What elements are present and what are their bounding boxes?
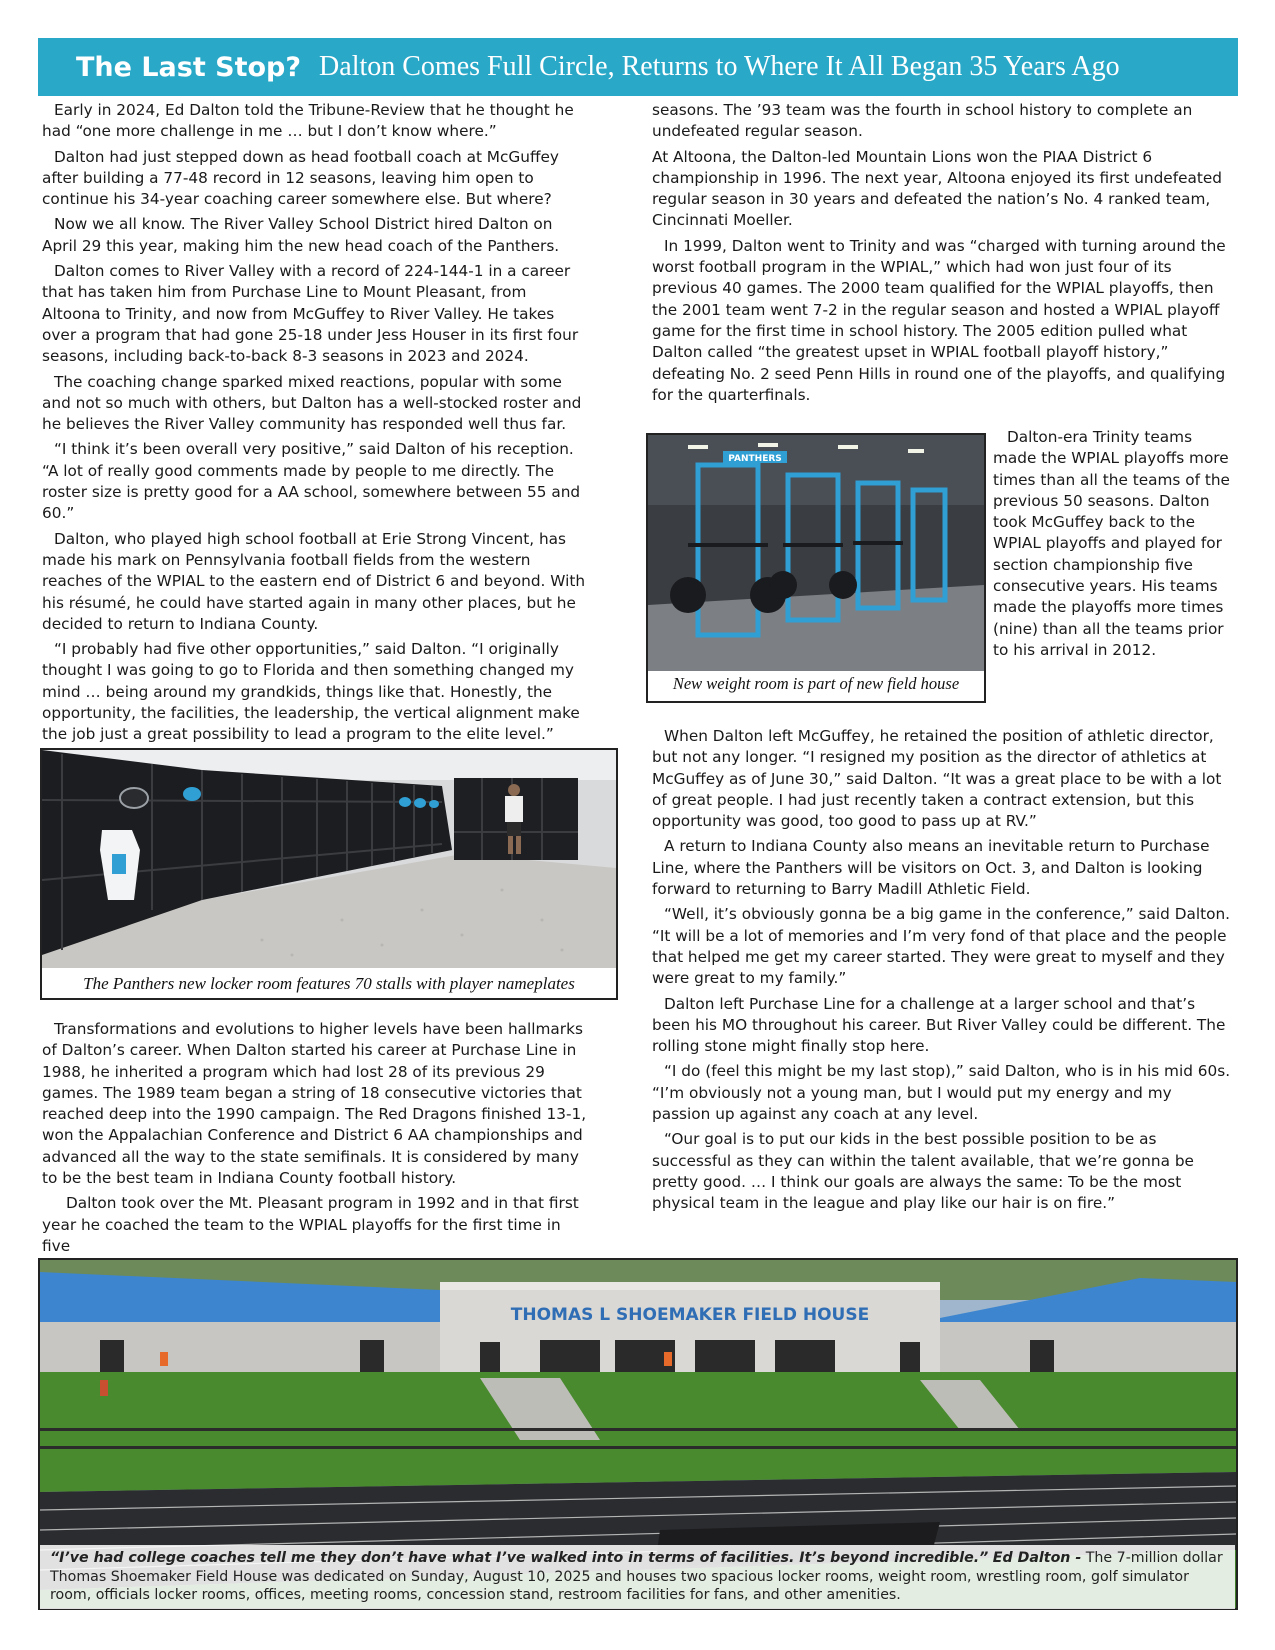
headline-banner (38, 38, 1238, 96)
facility-quote: “I’ve had college coaches tell me they don’t have what I’ve walked into in terms of facilities. It’s beyond incredible.” (50, 1550, 989, 1566)
weight-room-caption: New weight room is part of new field house (672, 674, 960, 693)
weight-room-wrap-text (993, 427, 1233, 661)
paragraph: Early in 2024, Ed Dalton told the Tribune-Review that he thought he had “one more challenge in me … but I don’t know where.” (42, 101, 574, 141)
right-column-bottom (652, 726, 1232, 1219)
paragraph: “I think it’s been overall very positive,” said Dalton of his reception. “A lot of really good comments made by people to me directly. The roster size is pretty good for a AA school, somewhere between 55 and 60.” (42, 440, 581, 523)
paragraph: “I do (feel this might be my last stop),” said Dalton, who is in his mid 60s. “I’m obviously not a young man, but I would put my energy and my passion up against any coach at any level. (652, 1062, 1231, 1124)
paragraph: At Altoona, the Dalton-led Mountain Lions won the PIAA District 6 championship in 1996. The next year, Altoona enjoyed its first undefeated regular season in 30 years and defeated the nation’s No. 4 ranked team, Cincinnati Moeller. (652, 147, 1223, 230)
paragraph: Now we all know. The River Valley School District hired Dalton on April 29 this year, making him the new head coach of the Panthers. (42, 215, 560, 255)
paragraph: In 1999, Dalton went to Trinity and was “charged with turning around the worst football program in the WPIAL,” which had won just four of its previous 40 games. The 2000 team qualified for the WPIAL playoffs, then the 2001 team went 7-2 in the regular season and hosted a WPIAL playoff game for the first time in school history. The 2005 edition pulled what Dalton called “the greatest upset in WPIAL football playoff history,” defeating No. 2 seed Penn Hills in round one of the playoffs, and qualifying for the quarterfinals. (652, 236, 1226, 404)
paragraph: “I probably had five other opportunities,” said Dalton. “I originally thought I was going to go to Florida and then something changed my mind … being around my grandkids, things like that. Honestly, the opportunity, the facilities, the leadership, the vertical alignment make the job just a great possibility to lead a program to the elite level.” (42, 640, 580, 744)
paragraph: A return to Indiana County also means an inevitable return to Purchase Line, where the Panthers will be visitors on Oct. 3, and Dalton is looking forward to returning to Barry Madill Athletic Field. (652, 837, 1210, 899)
paragraph: “Our goal is to put our kids in the best possible position to be as successful as they can within the talent available, that we’re gonna be pretty good. … I think our goals are always the same: To be the most physical team in the league and play like our hair is on fire.” (652, 1130, 1194, 1213)
headline-kicker: The Last Stop? (76, 51, 302, 83)
field-house-description: The 7-million dollar Thomas Shoemaker Field House was dedicated on Sunday, August 10, 2025 and houses two spacious locker rooms, weight room, wrestling room, golf simulator room, officials locker rooms, offices, meeting rooms, concession stand, restroom facilities for fans, and other amenities. (50, 1550, 1223, 1603)
paragraph: Dalton left Purchase Line for a challenge at a larger school and that’s been his MO throughout his career. But River Valley could be different. The rolling stone might finally stop here. (652, 994, 1226, 1056)
paragraph: Transformations and evolutions to higher levels have been hallmarks of Dalton’s career. When Dalton started his career at Purchase Line in 1988, he inherited a program which had lost 28 of its previous 29 games. The 1989 team began a string of 18 consecutive victories that reached deep into the 1990 campaign. The Red Dragons finished 13-1, won the Appalachian Conference and District 6 AA championships and advanced all the way to the state semifinals. It is considered by many to be the best team in Indiana County football history. (42, 1020, 587, 1188)
paragraph: The coaching change sparked mixed reactions, popular with some and not so much with others, but Dalton has a well-stocked roster and he believes the River Valley community has responded well thus far. (42, 372, 582, 434)
rack-label: PANTHERS (728, 454, 782, 464)
paragraph: seasons. The ’93 team was the fourth in school history to complete an undefeated regular season. (652, 101, 1193, 141)
left-column-top (42, 100, 587, 750)
locker-room-image (42, 750, 616, 968)
headline-title: Dalton Comes Full Circle, Returns to Where It All Began 35 Years Ago (319, 51, 1120, 82)
weight-room-photo (646, 433, 986, 703)
paragraph: Dalton-era Trinity teams made the WPIAL playoffs more times than all the teams of the previous 50 seasons. Dalton took McGuffey back to the WPIAL playoffs and played for section championship five consecutive years. His teams made the playoffs more times (nine) than all the teams prior to his arrival in 2012. (993, 428, 1230, 659)
paragraph: Dalton had just stepped down as head football coach at McGuffey after building a 77-48 record in 12 seasons, leaving him open to continue his 34-year coaching career somewhere else. But where? (42, 147, 559, 209)
paragraph: Dalton comes to River Valley with a record of 224-144-1 in a career that has taken him from Purchase Line to Mount Pleasant, from Altoona to Trinity, and now from McGuffey to River Valley. He takes over a program that had gone 25-18 under Jess Houser in its first four seasons, including back-to-back 8-3 seasons in 2023 and 2024. (42, 262, 579, 366)
quote-attribution: Ed Dalton - (992, 1550, 1082, 1566)
building-sign: THOMAS L SHOEMAKER FIELD HOUSE (510, 1305, 870, 1325)
locker-room-caption: The Panthers new locker room features 70 stalls with player nameplates (83, 974, 575, 993)
right-column-top (652, 100, 1232, 410)
field-house-caption (40, 1545, 1235, 1609)
left-column-bottom (42, 1019, 587, 1261)
paragraph: When Dalton left McGuffey, he retained the position of athletic director, but not any longer. “I resigned my position as the director of athletics at McGuffey as of June 30,” said Dalton. “It was a great place to be with a lot of great people. I had just recently taken a contract extension, but this opportunity was good, too good to pass up at RV.” (652, 727, 1222, 831)
paragraph: Dalton took over the Mt. Pleasant program in 1992 and in that first year he coached the team to the WPIAL playoffs for the first time in five (42, 1194, 579, 1255)
locker-room-photo (40, 748, 618, 1000)
paragraph: “Well, it’s obviously gonna be a big game in the conference,” said Dalton. “It will be a lot of memories and I’m very fond of that place and the people that helped me get my career started. They were great to myself and they were great to my family.” (652, 905, 1231, 988)
weight-room-image (648, 435, 984, 671)
paragraph: Dalton, who played high school football at Erie Strong Vincent, has made his mark on Pennsylvania football fields from the western reaches of the WPIAL to the eastern end of District 6 and beyond. With his résumé, he could have started again in many other places, but he decided to return to Indiana County. (42, 529, 586, 633)
